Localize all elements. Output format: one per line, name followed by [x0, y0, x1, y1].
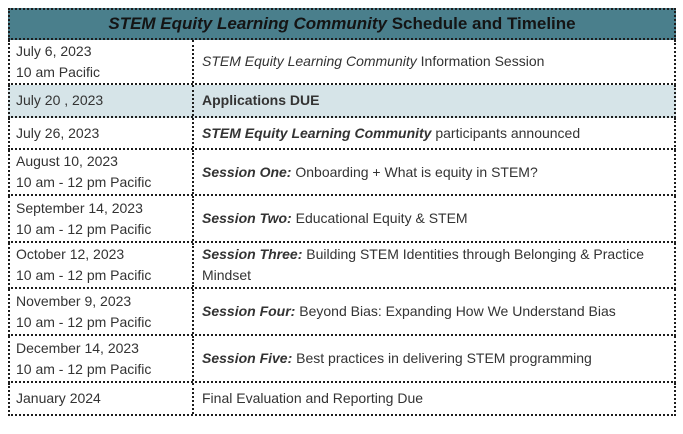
event-description: Educational Equity & STEM [291, 210, 468, 226]
event-lead: Session Two: [202, 210, 292, 226]
date-cell [10, 150, 194, 194]
event-description: participants announced [431, 124, 581, 141]
event-description: Best practices in delivering STEM programming [292, 350, 592, 366]
table-row [8, 196, 676, 243]
title-suffix: Schedule and Timeline [386, 14, 576, 33]
row-date: November 9, 2023 [16, 292, 132, 309]
table-row [8, 383, 676, 416]
event-lead: Session One: [202, 163, 292, 180]
table-row-highlighted [8, 85, 676, 118]
event-description: Beyond Bias: Expanding How We Understand Bias [295, 303, 616, 319]
row-time: 10 am - 12 pm Pacific [16, 267, 152, 283]
date-cell [10, 383, 194, 414]
event-description: Onboarding + What is equity in STEM? [291, 163, 538, 180]
event-cell [194, 40, 674, 83]
event-description: Building STEM Identities through Belonging & Practice Mindset [202, 246, 648, 283]
event-cell [194, 243, 674, 287]
schedule-rows [8, 40, 676, 416]
row-date: July 20 , 2023 [16, 92, 104, 108]
row-time: 10 am - 12 pm Pacific [16, 313, 152, 330]
title-program-name: STEM Equity Learning Community [108, 14, 387, 33]
event-cell [194, 150, 674, 194]
event-cell [194, 289, 674, 334]
event-lead: Session Three: [202, 246, 303, 262]
row-time: 10 am - 12 pm Pacific [16, 220, 152, 237]
table-row [8, 40, 676, 85]
date-cell [10, 289, 194, 334]
row-date: July 6, 2023 [16, 42, 92, 59]
row-date: August 10, 2023 [16, 153, 118, 169]
row-time: 10 am - 12 pm Pacific [16, 360, 152, 377]
event-lead: STEM Equity Learning Community [202, 53, 417, 69]
event-cell [194, 118, 674, 148]
event-cell [194, 85, 674, 116]
row-date: December 14, 2023 [16, 339, 139, 356]
event-description: Final Evaluation and Reporting Due [202, 390, 424, 406]
event-lead: STEM Equity Learning Community [202, 124, 432, 141]
row-date: July 26, 2023 [16, 124, 100, 141]
event-cell [194, 336, 674, 381]
table-row [8, 118, 676, 150]
schedule-table [8, 8, 676, 426]
date-cell [10, 85, 194, 116]
event-cell [194, 383, 674, 414]
row-date: October 12, 2023 [16, 246, 125, 262]
date-cell [10, 118, 194, 148]
date-cell [10, 40, 194, 83]
event-lead: Session Five: [202, 350, 293, 366]
date-cell [10, 196, 194, 241]
table-title [8, 8, 676, 40]
table-row [8, 243, 676, 289]
event-lead: Session Four: [202, 303, 296, 319]
row-date: September 14, 2023 [16, 199, 143, 216]
table-row [8, 336, 676, 383]
row-time: 10 am - 12 pm Pacific [16, 174, 152, 190]
row-time: 10 am Pacific [16, 63, 101, 80]
date-cell [10, 336, 194, 381]
row-date: January 2024 [16, 390, 101, 406]
table-row [8, 289, 676, 336]
date-cell [10, 243, 194, 287]
event-cell [194, 196, 674, 241]
event-description: Information Session [416, 53, 545, 69]
table-row [8, 150, 676, 196]
event-description: Applications DUE [202, 92, 320, 108]
